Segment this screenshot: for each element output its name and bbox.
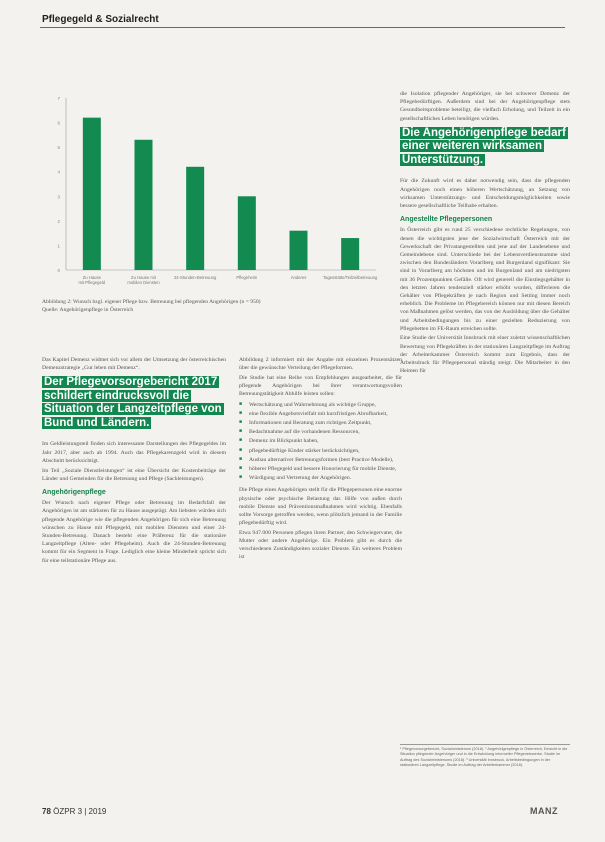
column-2 [239, 356, 402, 563]
paragraph: Die Studie hat eine Reihe von Empfehlungen ausgearbeitet, die für pflegende Angehörigen bei ihrer verantwortungsvollen Betreuungstätigkeit Abhilfe leisten sollen: [239, 374, 402, 398]
y-tick-label: 0 [57, 268, 60, 273]
y-tick-label: 3 [57, 194, 60, 200]
recommendation-list [239, 401, 402, 483]
subheading: Angestellte Pflegepersonen [400, 216, 493, 224]
chart-bar [238, 196, 256, 270]
page-footer [42, 807, 106, 816]
subheading: Angehörigenpflege [42, 488, 106, 496]
paragraph: Im Geldleistungsteil finden sich interessante Darstellungen des Pflegegeldes im Jahr 2017, aber auch ab 1994. Auch das Pflegekarenzgeld wird in diesem Abschnitt berücksichtigt. [42, 441, 226, 464]
y-tick-label: 6 [57, 120, 60, 126]
paragraph: Für die Zukunft wird es daher notwendig sein, dass die pflegenden Angehörigen noch einen höheren Wertschätzung, an Setzung von wirksamen Unterstützungs- und Entscheidungsmöglichkeiten sowie bessere gesellschaftliche Teilhabe erhalten. [400, 178, 570, 209]
column-3 [400, 90, 570, 377]
section-title: Pflegegeld & Sozialrecht [42, 14, 159, 25]
y-tick-label: 5 [57, 145, 60, 151]
pull-quote [400, 127, 570, 168]
pull-quote [42, 376, 226, 430]
chart-bar [341, 238, 359, 270]
list-item: ■ pflegebedürftige Kinder stärker berücksichtigen, [239, 447, 402, 455]
column-1 [42, 356, 226, 566]
list-item: ■ eine flexible Angebotsvielfalt mit kurzfristigen Abrufbarkeit, [239, 410, 402, 418]
footnotes: ¹ Pflegevorsorgebericht, Sozialministerium (2018). ² Angehörigenpflege in Österreich, Einsicht in die Situation pflegender Angehöriger und in die Entwicklung informeller Pflegenetzwerke, Studie im Auftrag des Sozialministeriums (2018). ³ Universität Innsbruck, Arbeitsbedingungen in der stationären Langzeitpflege, Studie im Auftrag der Arbeiterkammer (2018). [400, 744, 570, 769]
paragraph: Die Pflege eines Angehörigen stellt für die Pflegepersonen eine enorme physische oder psychische Belastung dar. Hilfe von außen durch mobile Dienste und Präventionsmaßnahmen wird wichtig. Ebenfalls sollte Vorsorge getroffen werden, wenn plötzlich jemand in der Familie pflegebedürftig wird. [239, 487, 402, 527]
x-tick-label-line: Zu Hause [82, 275, 101, 280]
chart-bar [135, 140, 153, 270]
list-item: ■ Wertschätzung und Wahrnehmung als wichtige Gruppe, [239, 401, 402, 409]
list-item: ■ Ausbau alternativer Betreuungsformen (best Practice Modelle), [239, 456, 402, 464]
paragraph: Das Kapitel Demenz widmet sich vor allem der Umsetzung der österreichischen Demenzstrategie „Gut leben mit Demenz“. [42, 357, 226, 372]
x-tick-label: Anderes [290, 275, 307, 280]
pull-quote-text: Der Pflegevorsorgebericht 2017 schildert eindrucksvoll die Situation der Langzeitpflege von Bund und Ländern. [44, 376, 222, 429]
pull-quote-text: Die Angehörigenpflege bedarf einer weiteren wirksamen Unterstützung. [402, 126, 566, 166]
y-tick-label: 4 [57, 169, 60, 175]
y-tick-label: 7 [57, 96, 60, 101]
paragraph: Abbildung 2 informiert mit der Angabe mit einzelnen Prozentsätzen über die gewünschte Verteilung der Pflegeformen. [239, 357, 402, 372]
bar-chart [36, 28, 386, 298]
list-item: ■ Informationen und Beratung zum richtigen Zeitpunkt, [239, 419, 402, 427]
x-tick-label: Pflegeheim [236, 275, 258, 280]
y-tick-label: 2 [57, 218, 60, 224]
figure-caption [42, 298, 392, 314]
list-item: ■ Würdigung und Vertretung der Angehörigen. [239, 474, 402, 482]
paragraph: In Österreich gibt es rund 25 verschiedene rechtliche Regelungen, von denen die wichtigsten jene der Sozialwirtschaft Österreich mit der Gewerkschaft der Privatangestellten und jene auf der Landesebene und Gemeindebene sind. Unterschiede bei der Lebensverdienstsumme sind zwischen den Bundesländern Vorarlberg und Burgenland signifikant: Sie sind in Vorarlberg am höchsten und im Burgenland und am niedrigsten mit 36 Prozentpunkten Gefälle. Oft wird generell die Einstiegsgehälter in den letzten Jahren tendenziell stärker erhöht wurden, differieren die Gehälter von Pflegekräften je nach Region und Setting immer noch erheblich. Die Probleme im Pflegebereich können nur mit diesen Bereich von Maßnahmen gelöst werden, das von der Ausbildung über die Gehälter und Arbeitsbedingungen bis zu einer gezielten Reduzierung von Pflegebetten im FE-Raum erreichen sollte. [400, 227, 570, 332]
publisher-logo: MANZ [530, 806, 558, 816]
journal-issue: ÖZPR 3 | 2019 [53, 807, 107, 816]
page-number: 78 [42, 807, 51, 816]
x-tick-label: Tagesstätte/Teilzeitbetreuung [323, 275, 378, 280]
x-tick-label [127, 275, 160, 285]
y-tick-label: 1 [57, 243, 60, 249]
paragraph: Im Teil „Soziale Dienstleistungen“ ist eine Übersicht der Kostenbeiträge der Länder und Gemeinden für die Betreuung und Pflege (Sachleistungen). [42, 467, 226, 482]
x-tick-label-line: mobilen Diensten [127, 280, 160, 285]
paragraph: die Isolation pflegender Angehöriger, sie bei schwerer Demenz der Pflegebedürftigen. Außerdem sind bei der Angehörigenpflege stets Gesundheitsprobleme beteiligt, die vielfach Erholung, und Teilzeit in ein gesellschaftliches Leben benötigen würden. [400, 91, 570, 122]
caption-line-1: Abbildung 2: Wunsch bzgl. eigener Pflege bzw. Betreuung bei pflegenden Angehörigen (n = 950) [42, 299, 261, 305]
x-tick-label: 24-Stunden-Betreuung [173, 275, 217, 280]
chart-bar [83, 118, 101, 270]
list-item: ■ höherer Pflegegeld und bessere Honorierung für mobile Dienste, [239, 465, 402, 473]
x-tick-label-line: mit Pflegegeld [78, 280, 106, 285]
chart-bar [186, 167, 204, 270]
list-item: ■ Bedachtnahme auf die vorhandenen Ressourcen, [239, 428, 402, 436]
caption-source: Quelle: Angehörigenpflege in Österreich [42, 307, 134, 313]
paragraph: Eine Studie der Universität Innsbruck mit einer zuletzt wissenschaftlichen Bewertung von Pflegekräften in der stationären Langzeitpflege im Auftrag der Arbeiterkammer Österreich kommt zum Ergebnis, dass der Arbeitsdruck für Pflegepersonal ständig steigt. Die Mitarbeiter in den Heimen für [400, 335, 570, 375]
list-item: ■ Demenz im Blickpunkt haben, [239, 437, 402, 445]
x-tick-label [79, 275, 106, 285]
chart-bar [290, 231, 308, 270]
chart-svg [36, 28, 386, 298]
x-tick-label-line: Zu Hause mit [131, 275, 156, 280]
paragraph: Der Wunsch nach eigener Pflege oder Betreuung im Bedarfsfall der Angehörigen ist am stärksten für zu Hause ausgeprägt. Am liebsten würden sich pflegende Angehörige wie die pflegenden Angehörigen für sich eine Betreuung wünschen zu Hause mit Pflegegeld, mit mobilen Diensten und einer 24-Stunden-Betreuung. Danach besteht eine Präferenz für die stationäre Langzeitpflege (Alten- oder Pflegeheim). Auch die 24-Stunden-Betreuung kommt für ein Segment in Frage. Lediglich eine kleine Minderheit spricht sich für eine teilstationäre Pflege aus. [42, 500, 226, 564]
paragraph: Etwa 947.000 Personen pflegen ihren Partner, den Schwiegervater, die Mutter oder andere Angehörige. Ein Problem gibt es durch die verschiedenen Zuständigkeiten sozialer Dienste. Ein weiteres Problem ist [239, 529, 402, 561]
